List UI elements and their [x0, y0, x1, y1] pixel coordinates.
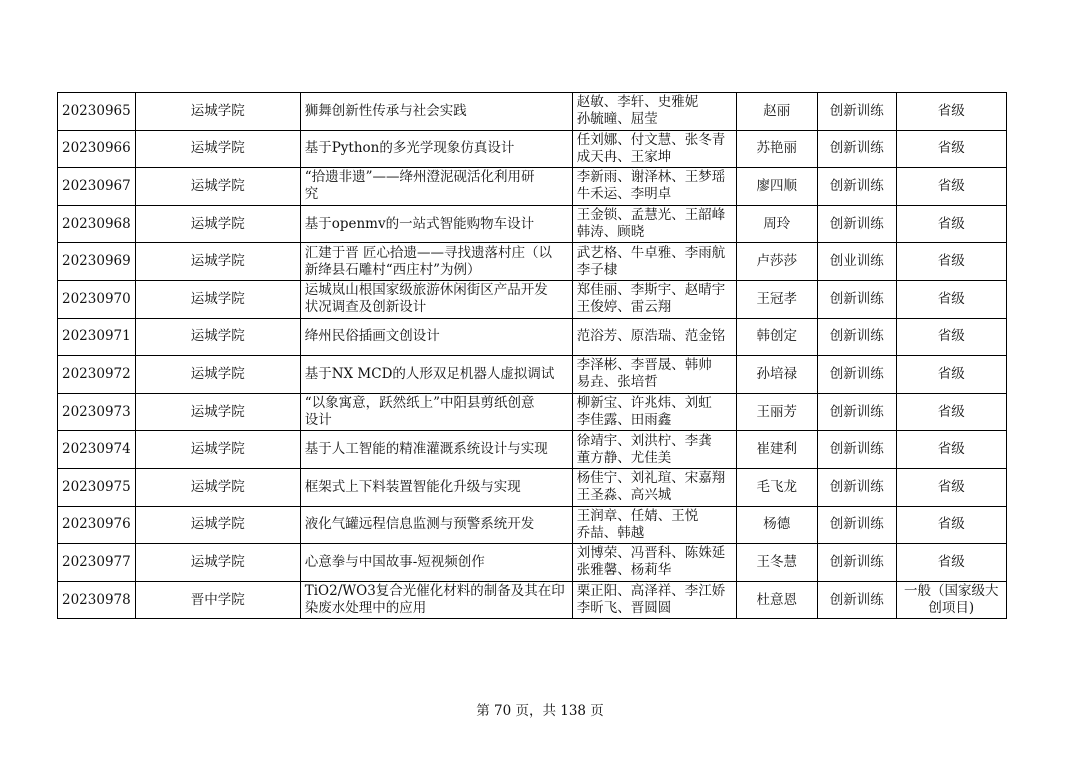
- level-cell: 省级: [896, 356, 1006, 394]
- project-type-cell: 创新训练: [817, 93, 896, 131]
- advisor-cell: 周玲: [736, 205, 817, 243]
- school-cell: 运城学院: [135, 393, 300, 431]
- level-cell: 省级: [896, 243, 1006, 281]
- project-id-cell: 20230974: [58, 431, 136, 469]
- members-cell: 刘博荣、冯晋科、陈姝延 张雅馨、杨莉华: [572, 544, 736, 582]
- project-type-cell: 创新训练: [817, 544, 896, 582]
- project-id-cell: 20230971: [58, 318, 136, 356]
- table-row: [58, 468, 1007, 506]
- project-title-cell: TiO2/WO3复合光催化材料的制备及其在印 染废水处理中的应用: [300, 581, 572, 619]
- school-cell: 运城学院: [135, 506, 300, 544]
- level-cell: 省级: [896, 506, 1006, 544]
- project-title-cell: 基于人工智能的精准灌溉系统设计与实现: [300, 431, 572, 469]
- level-cell: 省级: [896, 130, 1006, 168]
- members-cell: 李泽彬、李晋晟、韩帅 易垚、张培哲: [572, 356, 736, 394]
- school-cell: 运城学院: [135, 280, 300, 318]
- table-row: [58, 581, 1007, 619]
- advisor-cell: 赵丽: [736, 93, 817, 131]
- project-title-cell: 液化气罐远程信息监测与预警系统开发: [300, 506, 572, 544]
- advisor-cell: 杜意恩: [736, 581, 817, 619]
- advisor-cell: 韩创定: [736, 318, 817, 356]
- level-cell: 一般（国家级大 创项目): [896, 581, 1006, 619]
- project-type-cell: 创新训练: [817, 468, 896, 506]
- table-row: [58, 243, 1007, 281]
- project-type-cell: 创新训练: [817, 393, 896, 431]
- project-id-cell: 20230967: [58, 168, 136, 206]
- advisor-cell: 苏艳丽: [736, 130, 817, 168]
- school-cell: 运城学院: [135, 431, 300, 469]
- advisor-cell: 崔建利: [736, 431, 817, 469]
- school-cell: 晋中学院: [135, 581, 300, 619]
- advisor-cell: 王丽芳: [736, 393, 817, 431]
- project-title-cell: 绛州民俗插画文创设计: [300, 318, 572, 356]
- level-cell: 省级: [896, 544, 1006, 582]
- school-cell: 运城学院: [135, 93, 300, 131]
- project-id-cell: 20230973: [58, 393, 136, 431]
- school-cell: 运城学院: [135, 168, 300, 206]
- project-type-cell: 创业训练: [817, 243, 896, 281]
- advisor-cell: 廖四顺: [736, 168, 817, 206]
- members-cell: 徐靖宇、刘洪柠、李龚 董方静、尤佳美: [572, 431, 736, 469]
- project-title-cell: 运城岚山根国家级旅游休闲街区产品开发 状况调查及创新设计: [300, 280, 572, 318]
- level-cell: 省级: [896, 168, 1006, 206]
- table-row: [58, 544, 1007, 582]
- members-cell: 王金锁、孟慧光、王韶峰 韩涛、顾晓: [572, 205, 736, 243]
- table-row: [58, 280, 1007, 318]
- project-title-cell: 基于openmv的一站式智能购物车设计: [300, 205, 572, 243]
- table-row: [58, 130, 1007, 168]
- project-id-cell: 20230976: [58, 506, 136, 544]
- level-cell: 省级: [896, 318, 1006, 356]
- members-cell: 郑佳丽、李斯宇、赵晴宇 王俊婷、雷云翔: [572, 280, 736, 318]
- table-row: [58, 318, 1007, 356]
- table-row: [58, 393, 1007, 431]
- level-cell: 省级: [896, 431, 1006, 469]
- members-cell: 李新雨、谢泽林、王梦瑶 牛禾运、李明卓: [572, 168, 736, 206]
- level-cell: 省级: [896, 93, 1006, 131]
- members-cell: 范浴芳、原浩瑞、范金铭: [572, 318, 736, 356]
- advisor-cell: 孙培禄: [736, 356, 817, 394]
- advisor-cell: 王冠孝: [736, 280, 817, 318]
- advisor-cell: 卢莎莎: [736, 243, 817, 281]
- project-id-cell: 20230968: [58, 205, 136, 243]
- project-type-cell: 创新训练: [817, 280, 896, 318]
- project-type-cell: 创新训练: [817, 581, 896, 619]
- project-title-cell: “拾遗非遗”——绛州澄泥砚活化利用研 究: [300, 168, 572, 206]
- table-row: [58, 506, 1007, 544]
- project-id-cell: 20230965: [58, 93, 136, 131]
- advisor-cell: 毛飞龙: [736, 468, 817, 506]
- members-cell: 柳新宝、许兆炜、刘虹 李佳露、田雨鑫: [572, 393, 736, 431]
- project-type-cell: 创新训练: [817, 431, 896, 469]
- project-title-cell: 框架式上下料装置智能化升级与实现: [300, 468, 572, 506]
- project-table-body: [58, 93, 1007, 619]
- project-title-cell: “以象寓意，跃然纸上”中阳县剪纸创意 设计: [300, 393, 572, 431]
- table-row: [58, 168, 1007, 206]
- project-id-cell: 20230966: [58, 130, 136, 168]
- advisor-cell: 王冬慧: [736, 544, 817, 582]
- table-row: [58, 205, 1007, 243]
- project-title-cell: 狮舞创新性传承与社会实践: [300, 93, 572, 131]
- level-cell: 省级: [896, 393, 1006, 431]
- members-cell: 武艺格、牛卓雅、李雨航 李子棣: [572, 243, 736, 281]
- project-type-cell: 创新训练: [817, 168, 896, 206]
- school-cell: 运城学院: [135, 243, 300, 281]
- advisor-cell: 杨德: [736, 506, 817, 544]
- project-title-cell: 基于Python的多光学现象仿真设计: [300, 130, 572, 168]
- school-cell: 运城学院: [135, 130, 300, 168]
- project-title-cell: 基于NX MCD的人形双足机器人虚拟调试: [300, 356, 572, 394]
- table-row: [58, 431, 1007, 469]
- project-id-cell: 20230975: [58, 468, 136, 506]
- project-type-cell: 创新训练: [817, 356, 896, 394]
- project-table: [57, 92, 1007, 619]
- members-cell: 赵敏、李轩、史雅妮 孙毓曈、屈莹: [572, 93, 736, 131]
- table-row: [58, 356, 1007, 394]
- members-cell: 任刘娜、付文慧、张冬青 成天冉、王家坤: [572, 130, 736, 168]
- project-type-cell: 创新训练: [817, 506, 896, 544]
- project-id-cell: 20230977: [58, 544, 136, 582]
- members-cell: 栗正阳、高泽祥、李江娇 李昕飞、晋圆圆: [572, 581, 736, 619]
- project-id-cell: 20230978: [58, 581, 136, 619]
- level-cell: 省级: [896, 205, 1006, 243]
- members-cell: 王润章、任婧、王悦 乔喆、韩越: [572, 506, 736, 544]
- project-type-cell: 创新训练: [817, 318, 896, 356]
- project-title-cell: 汇建于晋 匠心拾遗——寻找遗落村庄（以 新绛县石雕村“西庄村”为例）: [300, 243, 572, 281]
- school-cell: 运城学院: [135, 205, 300, 243]
- project-type-cell: 创新训练: [817, 130, 896, 168]
- project-id-cell: 20230969: [58, 243, 136, 281]
- page-footer: 第 70 页，共 138 页: [476, 703, 604, 719]
- project-title-cell: 心意拳与中国故事-短视频创作: [300, 544, 572, 582]
- level-cell: 省级: [896, 280, 1006, 318]
- project-type-cell: 创新训练: [817, 205, 896, 243]
- project-id-cell: 20230972: [58, 356, 136, 394]
- members-cell: 杨佳宁、刘礼瑄、宋嘉翔 王圣淼、高兴城: [572, 468, 736, 506]
- school-cell: 运城学院: [135, 318, 300, 356]
- school-cell: 运城学院: [135, 544, 300, 582]
- level-cell: 省级: [896, 468, 1006, 506]
- school-cell: 运城学院: [135, 468, 300, 506]
- school-cell: 运城学院: [135, 356, 300, 394]
- project-id-cell: 20230970: [58, 280, 136, 318]
- table-row: [58, 93, 1007, 131]
